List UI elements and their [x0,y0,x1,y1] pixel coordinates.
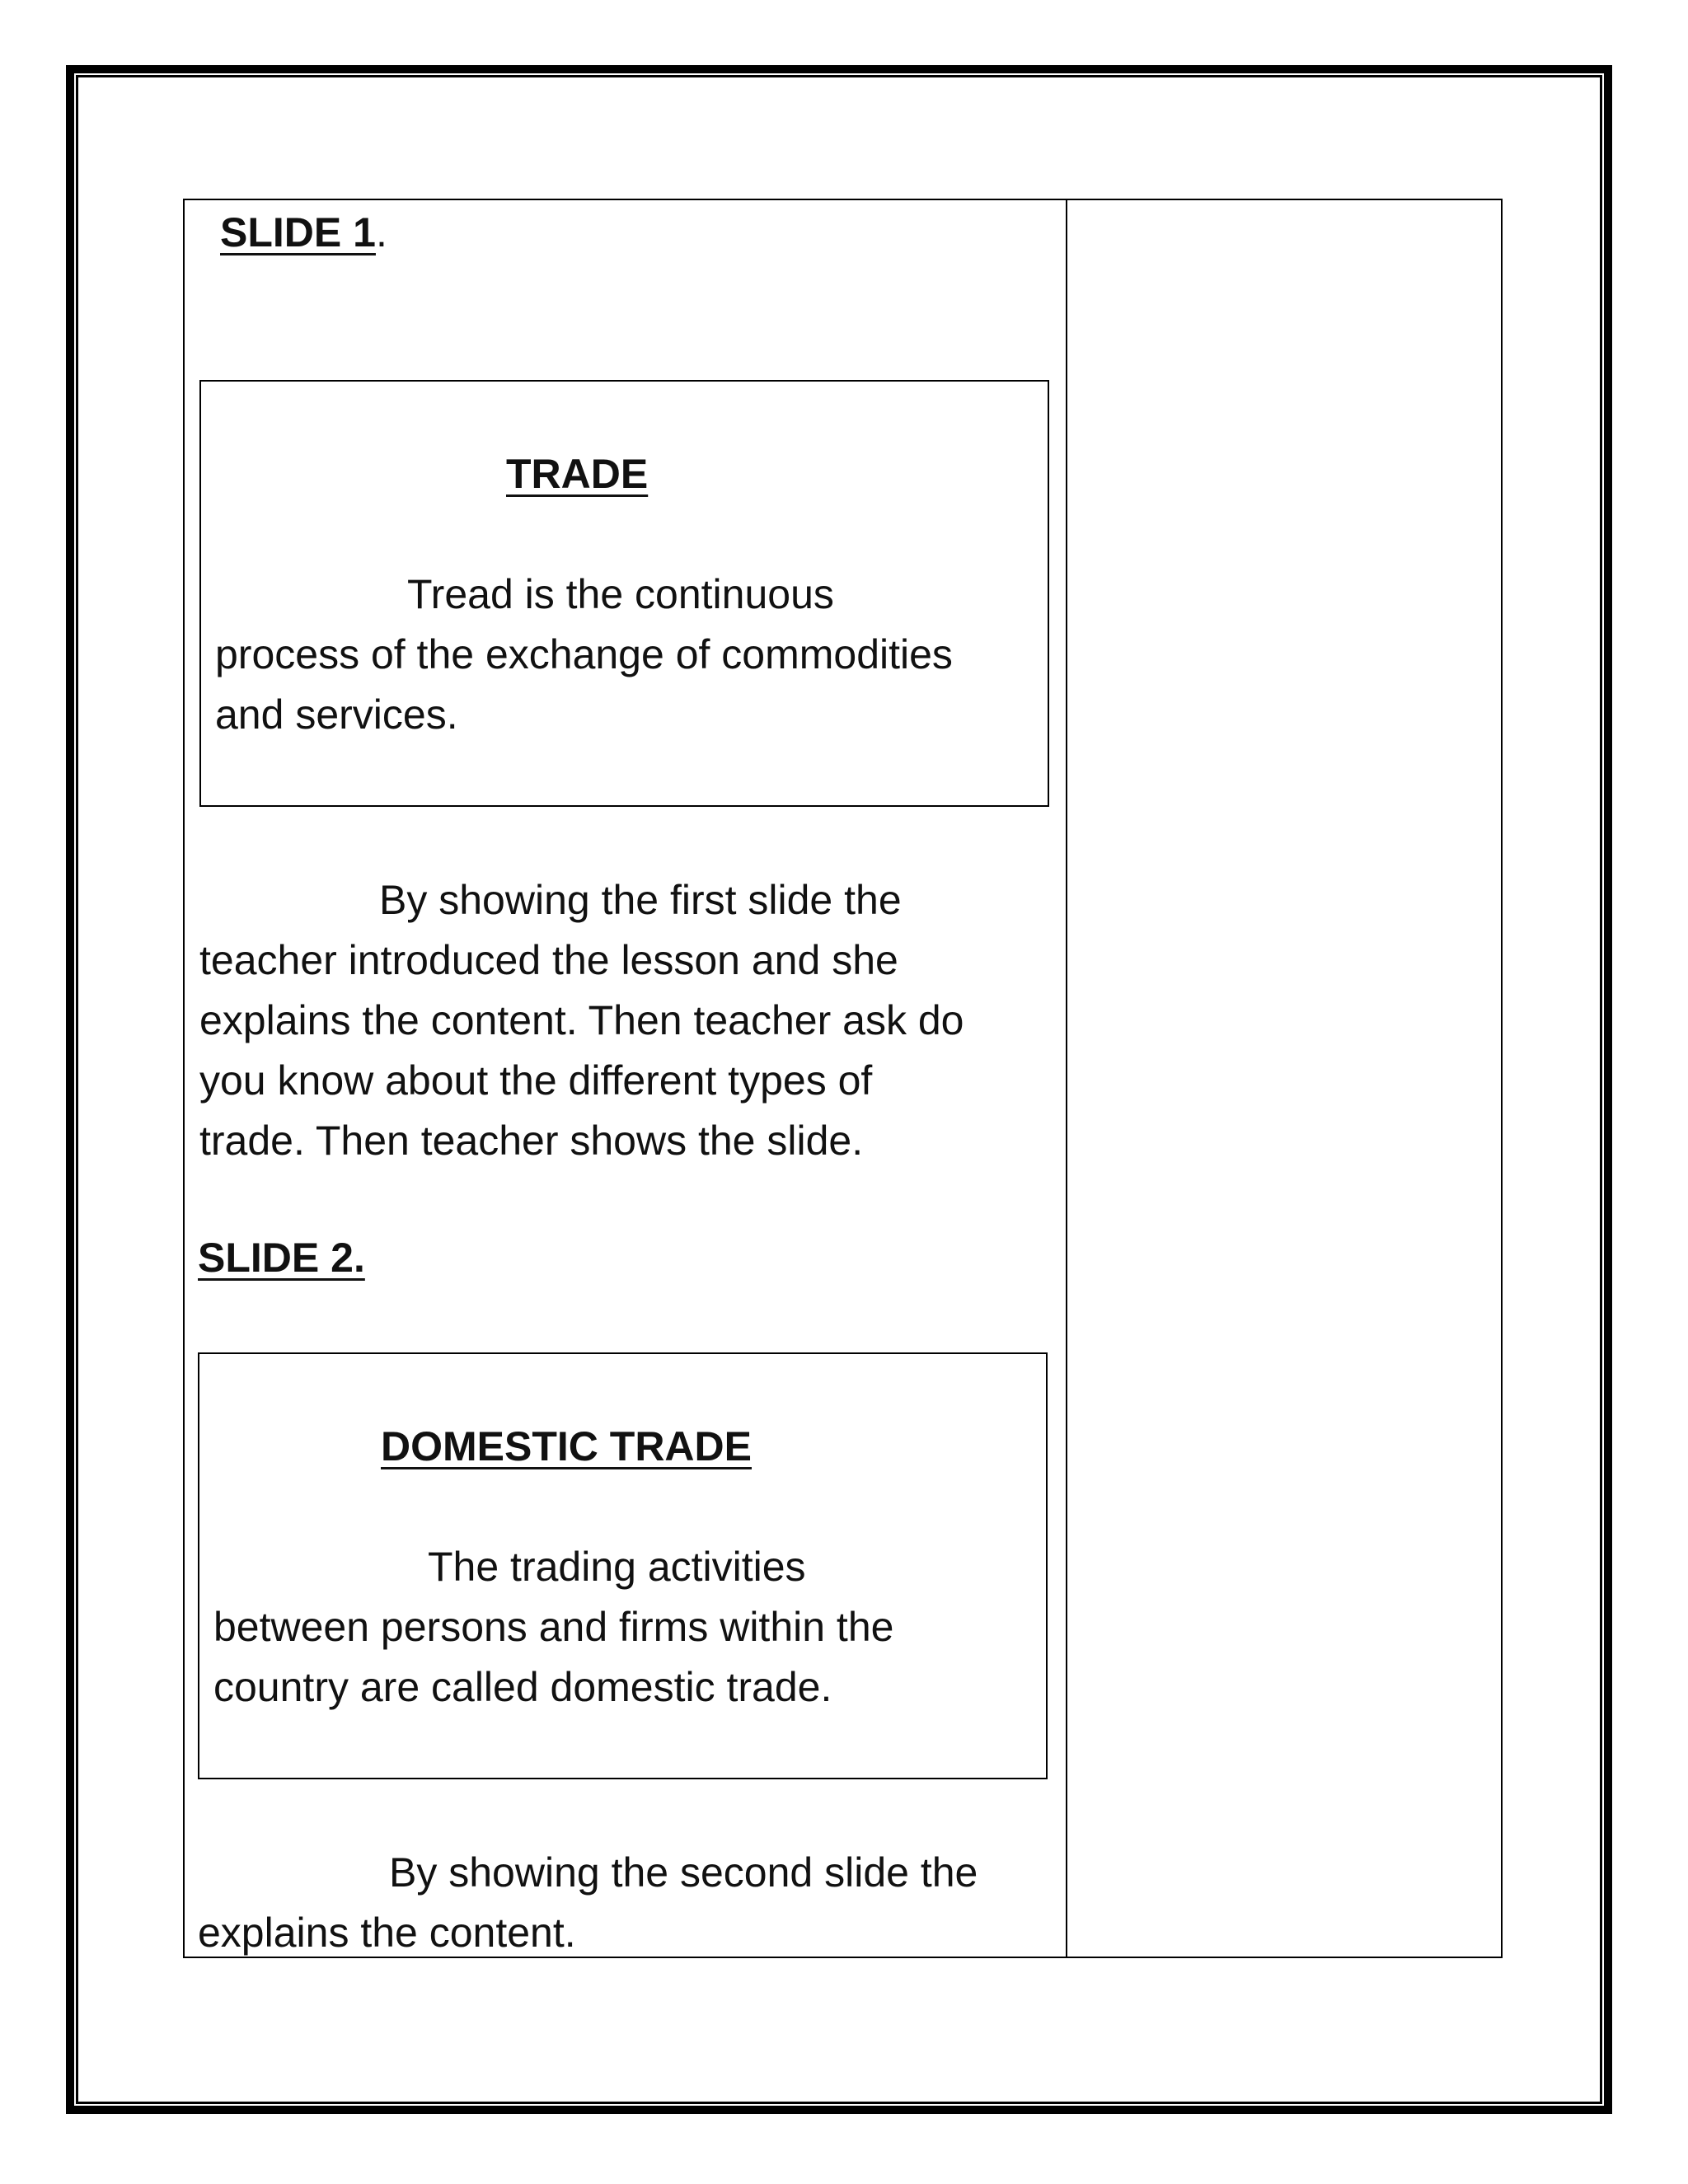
slide-1-narration-line-4: you know about the different types of [199,1057,873,1104]
slide-1-box-title: TRADE [506,451,649,497]
slide-1-box-text-line-2: process of the exchange of commodities [215,631,953,677]
slide-1-label-line [220,203,387,263]
slide-1-narration-line-3: explains the content. Then teacher ask do [199,997,964,1043]
slide-2-box-title: DOMESTIC TRADE [381,1423,752,1469]
slide-1-narration-line-1: By showing the first slide the [379,877,902,923]
slide-1-label-suffix: . [375,209,387,255]
slide-1-box-text-line-1: Tread is the continuous [407,571,834,617]
slide-1-box-text-line-3: and services. [215,691,458,738]
slide-1-box [199,380,1049,807]
slide-2-label: SLIDE 2. [198,1235,365,1281]
slide-2-narration-line-2: explains the content. [198,1910,576,1956]
slide-2-box-text-line-3: country are called domestic trade. [213,1664,832,1710]
slide-2-box [198,1352,1048,1779]
right-column-empty [1067,200,1501,1957]
slide-2-box-text-line-2: between persons and firms within the [213,1604,894,1650]
slide-1-narration-line-5: trade. Then teacher shows the slide. [199,1118,864,1164]
slide-2-narration-line-1: By showing the second slide the [389,1849,978,1896]
slide-1-label: SLIDE 1 [220,209,376,255]
slide-2-box-text-line-1: The trading activities [428,1544,806,1590]
slide-1-narration-line-2: teacher introduced the lesson and she [199,937,898,983]
